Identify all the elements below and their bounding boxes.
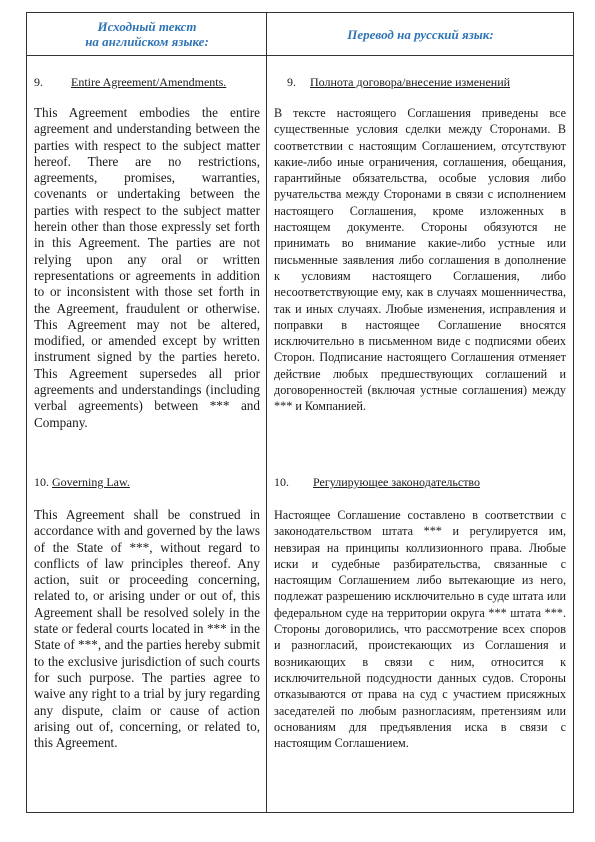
- column-divider: [266, 13, 267, 812]
- section-9-text-ru: В тексте настоящего Соглашения приведены все существенные условия сделки между Сторонами. В соответствии с настоящим Соглашением, отсутствуют какие-либо иные ограничения, соглашения, обещания, гарантийные обязательства, особые условия либо ручательства между Сторонами в связи с исполнением настоящего Соглашения, кроме изложенных в настоящем документе. Стороны обязуются не принимать во внимание какие-либо устные или письменные заявления либо соглашения в дополнение к условиям настоящего Соглашения, либо несоответствующие ему, как в случаях мошенничества, так и иных случаях. Любые изменения, исправления и поправки в настоящее Соглашение вносятся исключительно в письменном виде с подписями обеих Сторон. Подписание настоящего Соглашения отменяет действие любых предшествующих соглашений и договоренностей (включая устные соглашения) между *** и Компанией.: [274, 106, 566, 414]
- section-10-text-ru: Настоящее Соглашение составлено в соответствии с законодательством штата *** и регулируется им, невзирая на принципы коллизионного права. Любые иски и судебные разбирательства, связанные с настоящим Соглашением либо вытекающие из него, подлежат разрешению исключительно в суде штата или федеральном суде на территории округа *** штата ***. Стороны договорились, что рассмотрение всех споров и разногласий, проистекающих из Соглашения и возникающих в связи с ним, относится к исключительной подсудности данных судов. Стороны отказываются от права на суд с участием присяжных заседателей по любым разногласиям, претензиям или основаниям для предъявления иска в связи с настоящим Соглашением.: [274, 508, 566, 751]
- translation-column: [267, 13, 573, 751]
- translation-table: [26, 12, 574, 813]
- section-10-title-ru: [274, 475, 480, 489]
- header-divider: [27, 55, 573, 56]
- section-heading: Полнота договора/внесение изменений: [310, 75, 511, 89]
- section-number: 10.: [274, 475, 289, 489]
- section-number: 9.: [34, 75, 43, 89]
- translation-header-text: Перевод на русский язык:: [347, 26, 494, 42]
- section-9-title-en: [34, 75, 226, 89]
- section-10-text-en: This Agreement shall be construed in accordance with and governed by the laws of the State of ***, without regard to conflicts of law principles thereof. Any action, suit or proceeding concerning, related to, or arising under or out of, this Agreement shall be resolved solely in the state or federal courts located in *** in the State of ***, and the parties hereby submit to the exclusive jurisdiction of such courts for such purpose. The parties agree to waive any right to a trial by jury regarding any dispute, claim or cause of action arising out of, concerning, or related to, this Agreement.: [34, 507, 260, 751]
- section-heading: Регулирующее законодательство: [313, 475, 481, 489]
- section-number: 9.: [287, 75, 296, 89]
- source-header-text: Исходный текст на английском языке:: [85, 19, 209, 49]
- section-heading: Entire Agreement/Amendments.: [71, 75, 227, 89]
- section-number: 10.: [34, 475, 49, 489]
- source-column: [27, 13, 266, 751]
- section-heading: Governing Law.: [52, 475, 130, 489]
- section-10-title-en: [34, 475, 130, 489]
- source-column-header: [34, 13, 260, 55]
- section-9-text-en: This Agreement embodies the entire agreement and understanding between the parties with respect to the subject matter hereof. There are no restrictions, agreements, promises, warranties, covenants or undertaking between the parties with respect to the subject matter herein other than those expressly set forth in this Agreement. The parties are not relying upon any oral or written representations or agreements in addition to or inconsistent with those set forth in the Agreement, fraudulent or otherwise. This Agreement may not be altered, modified, or amended except by written instrument signed by the parties hereto. This Agreement supersedes all prior agreements and understandings (including verbal agreements) between *** and Company.: [34, 105, 260, 430]
- translation-column-header: [274, 13, 567, 55]
- section-9-title-ru: [287, 75, 510, 89]
